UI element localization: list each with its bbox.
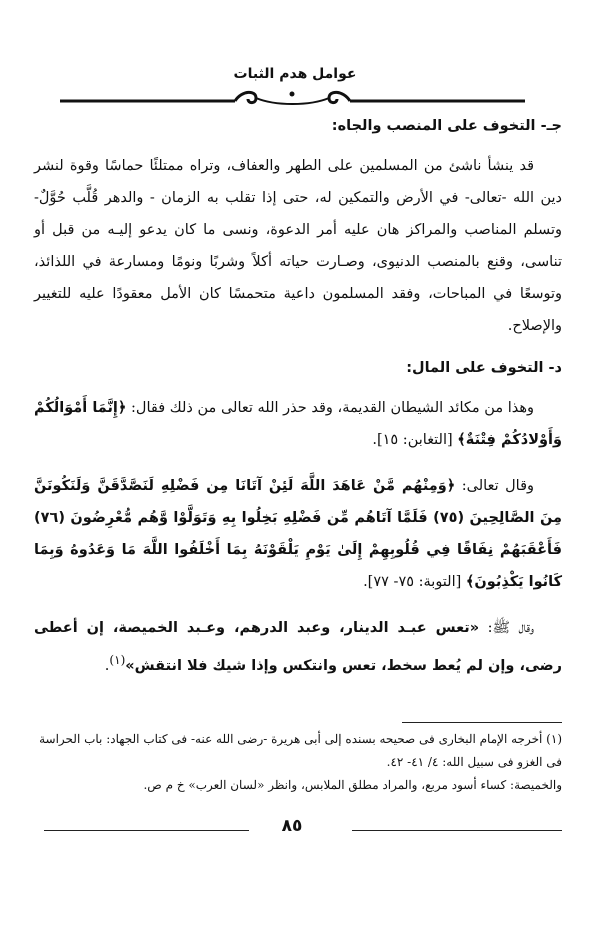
footnotes — [30, 728, 562, 797]
footnote-1: (١) أخرجه الإمام البخارى فى صحيحه بسنده إلى أبى هريرة -رضى الله عنه- فى كتاب الجهاد: باب الحراسة فى الغزو فى سبيل الله: ٤/ ٤١- ٤٢. — [39, 732, 562, 769]
section-heading-wealth: د- التخوف على المال: — [406, 360, 562, 376]
footnote-1-continued: والخميصة: كساء أسود مربع، والمراد مطلق الملابس، وانظر «لسان العرب» خ م ص. — [143, 778, 562, 792]
wealth-intro-text: وهذا من مكائد الشيطان القديمة، وقد حذر الله تعالى من ذلك فقال: — [131, 400, 534, 416]
paragraph-tawbah — [34, 470, 562, 598]
paragraph-hadith — [34, 612, 562, 682]
page-number: ٨٥ — [281, 816, 303, 836]
hadith-intro-text: وقال ﷺ: — [487, 620, 534, 636]
quran-verse-tawbah: ﴿وَمِنْهُم مَّنْ عَاهَدَ اللَّهَ لَئِنْ آتَانَا مِن فَضْلِهِ لَنَصَّدَّقَنَّ وَلَنَكُونَنَّ مِنَ الصَّالِحِينَ (٧٥) فَلَمَّا آتَاهُم مِّن فَضْلِهِ بَخِلُوا بِهِ وَتَوَلَّوْا وَّهُم مُّعْرِضُونَ (٧٦) فَأَعْقَبَهُمْ نِفَاقًا فِي قُلُوبِهِمْ إِلَىٰ يَوْمِ يَلْقَوْنَهُ بِمَا أَخْلَفُوا اللَّهَ مَا وَعَدُوهُ وَبِمَا كَانُوا يَكْذِبُونَ﴾ — [34, 478, 562, 590]
running-header-title: عوامل هدم الثبات — [233, 66, 357, 82]
quran-verse-taghabun: ﴿إِنَّمَا أَمْوَالُكُمْ وَأَوْلادُكُمْ فِتْنَةٌ﴾ — [34, 400, 562, 448]
header-ornament — [60, 82, 525, 108]
paragraph-position: قد ينشأ ناشئ من المسلمين على الطهر والعفاف، وتراه ممتلئًا حماسًا وقوة لنشر دين الله -تعالى- في الأرض والتمكين له، حتى إذا تقلب به الزمان - والدهر قُلَّب حُوَّلٌ- وتسلم المناصب والمراكز هان عليه أمر الدعوة، ونسى ما كان يدعو إليـه من قبل أو تناسى، وقنع بالمنصب الدنيوى، وصـارت حياته أكلاً وشربًا ونومًا ومسارعة في اللذائذ، وتوسعًا في المباحات، وفقد المسلمون داعية متحمسًا كان الأمل معقودًا عليه للتغيير والإصلاح. — [34, 158, 562, 334]
main-text — [34, 114, 562, 696]
tawbah-intro-text: وقال تعالى: — [461, 478, 535, 494]
page-footer — [0, 816, 590, 844]
verse-reference-tawbah: [التوبة: ٧٥- ٧٧]. — [363, 574, 462, 590]
paragraph-wealth-intro — [34, 392, 562, 456]
footnote-marker[interactable]: (١) — [109, 653, 126, 667]
section-heading-position: جـ- التخوف على المنصب والجاه: — [331, 118, 562, 134]
hadith-end: . — [104, 657, 110, 674]
hadith-text: «تعس عبـد الدينار، وعبد الدرهم، وعـبد الخميصة، إن أعطى رضى، وإن لم يُعط سخط، تعس وانتكس وإذا شيك فلا انتقش» — [34, 620, 562, 674]
footer-rule-right — [352, 830, 562, 831]
verse-reference-taghabun: [التغابن: ١٥]. — [372, 432, 453, 448]
footnote-separator — [402, 722, 562, 723]
footer-rule-left — [44, 830, 249, 831]
